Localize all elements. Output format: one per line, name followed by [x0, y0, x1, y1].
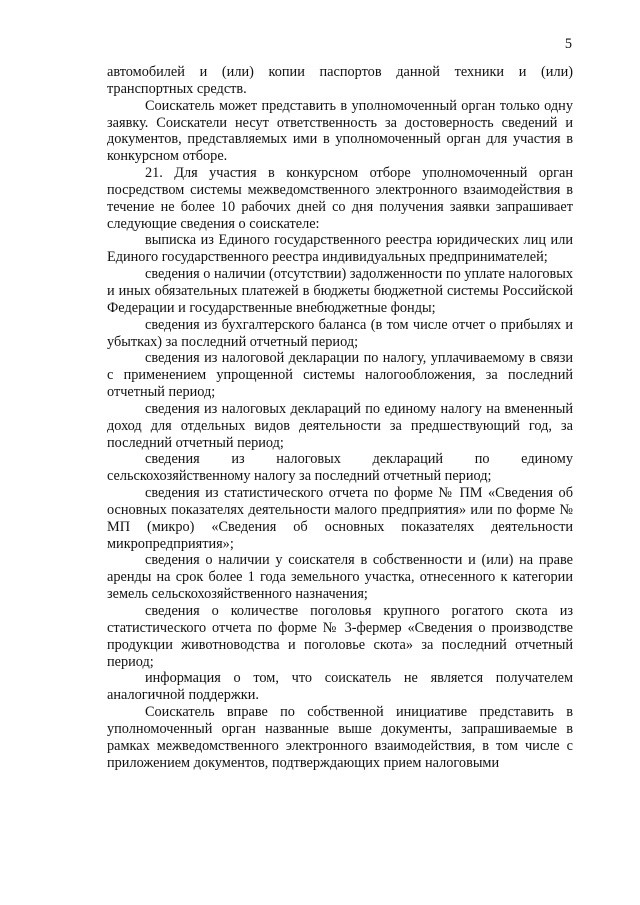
list-item: сведения о количестве поголовья крупного рогатого скота из статистического отчета по форме № 3-фермер «Сведения о производстве продукции животноводства и поголовье скота» за последний отчетный период; — [107, 603, 573, 670]
paragraph: Соискатель может представить в уполномоченный орган только одну заявку. Соискатели несут ответственность за достоверность сведений и документов, представляемых ими в уполномоченный орган для участия в конкурсном отборе. — [107, 97, 573, 165]
list-item: выписка из Единого государственного реестра юридических лиц или Единого государственного реестра индивидуальных предпринимателей; — [107, 232, 573, 266]
document-body — [107, 64, 573, 771]
list-item: информация о том, что соискатель не является получателем аналогичной поддержки. — [107, 670, 573, 704]
list-item: сведения о наличии у соискателя в собственности и (или) на праве аренды на срок более 1 года земельного участка, отнесенного к категории земель сельскохозяйственного назначения; — [107, 552, 573, 603]
paragraph: 21. Для участия в конкурсном отборе уполномоченный орган посредством системы межведомственного электронного взаимодействия в течение не более 10 рабочих дней со дня получения заявки запрашивает следующие сведения о соискателе: — [107, 165, 573, 232]
list-item: сведения из налоговой декларации по налогу, уплачиваемому в связи с применением упрощенной системы налогообложения, за последний отчетный период; — [107, 350, 573, 401]
list-item: сведения из налоговых деклараций по единому налогу на вмененный доход для отдельных видов деятельности за предшествующий год, за последний отчетный период; — [107, 400, 573, 451]
list-item: сведения о наличии (отсутствии) задолженности по уплате налоговых и иных обязательных платежей в бюджеты бюджетной системы Российской Федерации и государственные внебюджетные фонды; — [107, 266, 573, 316]
list-item: сведения из налоговых деклараций по единому сельскохозяйственному налогу за последний отчетный период; — [107, 451, 573, 485]
list-item: сведения из статистического отчета по форме № ПМ «Сведения об основных показателях деятельности малого предприятия» или по форме № МП (микро) «Сведения об основных показателях деятельности микропредприятия»; — [107, 485, 573, 552]
list-item: сведения из бухгалтерского баланса (в том числе отчет о прибылях и убытках) за последний отчетный период; — [107, 316, 573, 350]
paragraph: Соискатель вправе по собственной инициативе представить в уполномоченный орган названные выше документы, запрашиваемые в рамках межведомственного электронного взаимодействия, в том числе с приложением документов, подтверждающих прием налоговыми — [107, 704, 573, 771]
paragraph: автомобилей и (или) копии паспортов данной техники и (или) транспортных средств. — [107, 64, 573, 97]
page-number: 5 — [564, 36, 572, 52]
